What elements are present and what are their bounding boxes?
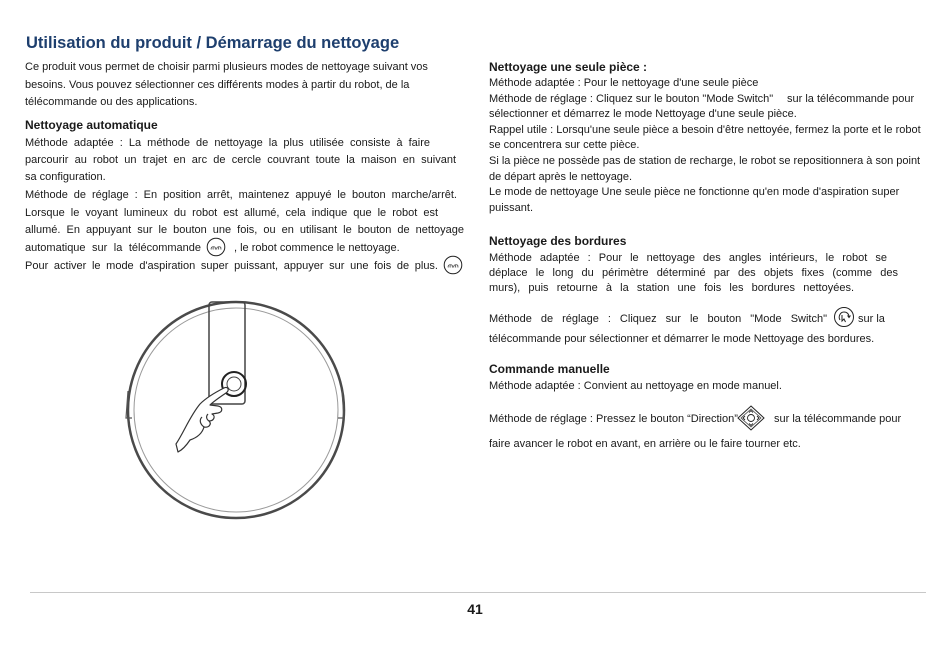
single-line-5: se concentrera sur cette pièce. [489,139,640,151]
single-line-8: Le mode de nettoyage Une seule pièce ne fonctionne qu'en mode d'aspiration super [489,186,900,198]
manual-control-heading: Commande manuelle [489,362,610,376]
intro-line-3: télécommande ou des applications. [25,96,198,108]
auto-line-6: allumé. En appuyant sur le bouton une fois, ou en utilisant le bouton de nettoyage [25,224,464,236]
auto-line-7a: automatique sur la télécommande [25,242,201,254]
single-line-6: Si la pièce ne possède pas de station de recharge, le robot se repositionnera à son point [489,155,921,167]
direction-pad-icon [737,405,765,436]
auto-line-1: Méthode adaptée : La méthode de nettoyage la plus utilisée consiste à faire [25,137,430,149]
manual-line-1: Méthode adaptée : Convient au nettoyage en mode manuel. [489,380,782,392]
auto-line-4: Méthode de réglage : En position arrêt, maintenez appuyé le bouton marche/arrêt. [25,189,457,201]
edge-line-1: Méthode adaptée : Pour le nettoyage des angles intérieurs, le robot se [489,252,887,264]
single-line-1: Méthode adaptée : Pour le nettoyage d'une seule pièce [489,77,759,89]
single-line-9: puissant. [489,202,534,214]
single-line-4: Rappel utile : Lorsqu'une seule pièce a besoin d'être nettoyée, fermez la porte et le robot [489,124,921,136]
single-room-heading: Nettoyage une seule pièce : [489,60,648,74]
svg-text:ጠጠ: ጠጠ [210,243,222,252]
footer-divider [30,592,926,593]
robot-vacuum-illustration [120,296,350,520]
auto-line-7b: , le robot commence le nettoyage. [234,242,400,254]
edge-line-4a: Méthode de réglage : Cliquez sur le bouton "Mode Switch" [489,313,827,325]
auto-line-3: sa configuration. [25,171,106,183]
auto-line-5: Lorsque le voyant lumineux du robot est allumé, cela indique que le robot est [25,207,438,219]
auto-cleaning-heading: Nettoyage automatique [25,118,158,132]
intro-line-2: besoins. Vous pouvez sélectionner ces différents modes à partir du robot, de la [25,79,410,91]
edge-cleaning-heading: Nettoyage des bordures [489,234,627,248]
finger-pressing-icon [176,387,228,452]
auto-clean-button-icon [206,237,226,262]
manual-line-2b: sur la télécommande pour [774,413,902,425]
super-suction-button-icon [443,255,463,280]
edge-line-2: déplace le long du périmètre déterminé par des objets fixes (comme des [489,267,898,279]
mode-switch-icon [833,306,855,333]
single-line-7: de départ après le nettoyage. [489,171,633,183]
single-line-2b: sur la télécommande pour [787,93,915,105]
single-line-2a: Méthode de réglage : Cliquez sur le bouton "Mode Switch" [489,93,774,105]
edge-line-4b: sur la [858,313,885,325]
page-number: 41 [467,601,483,617]
edge-line-5: télécommande pour sélectionner et démarrer le mode Nettoyage des bordures. [489,333,875,345]
manual-line-3: faire avancer le robot en avant, en arrière ou le faire tourner etc. [489,438,801,450]
svg-text:ጠጠ: ጠጠ [447,261,459,270]
page-title: Utilisation du produit / Démarrage du nettoyage [26,34,400,52]
single-line-3: sélectionner et démarrez le mode Nettoyage d'une seule pièce. [489,108,797,120]
edge-line-3: murs), puis retourne à la station une fois les bordures nettoyées. [489,282,854,294]
auto-line-2: parcourir au robot un trajet en arc de cercle couvrant toute la maison en suivant [25,154,456,166]
manual-line-2a: Méthode de réglage : Pressez le bouton “Direction” [489,413,738,425]
intro-line-1: Ce produit vous permet de choisir parmi plusieurs modes de nettoyage suivant vos [25,61,428,73]
auto-line-8: Pour activer le mode d'aspiration super puissant, appuyer sur une fois de plus. [25,260,438,272]
